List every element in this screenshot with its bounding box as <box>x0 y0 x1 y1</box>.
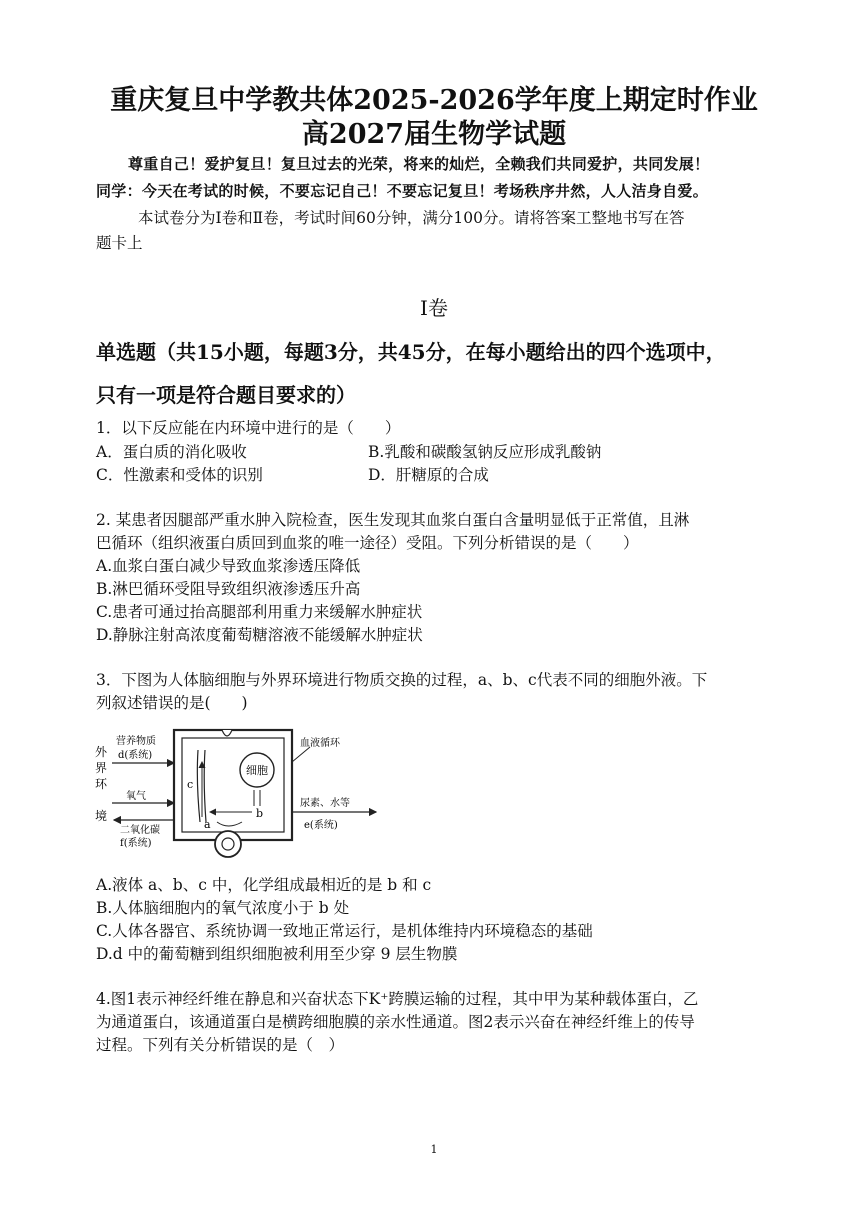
exam-title: 重庆复旦中学教共体2025-2026学年度上期定时作业 <box>110 85 758 116</box>
svg-text:环: 环 <box>95 777 108 791</box>
q3-option-b: B.人体脑细胞内的氧气浓度小于 b 处 <box>96 899 350 917</box>
section-heading-line-1: 单选题（共15小题，每题3分，共45分，在每小题给出的四个选项中， <box>96 340 726 364</box>
outer-environment-label <box>95 745 108 823</box>
exchange-diagram <box>92 722 382 867</box>
svg-text:外: 外 <box>95 745 108 759</box>
exam-subtitle: 高2027届生物学试题 <box>301 119 567 150</box>
motto-line-2: 同学：今天在考试的时候，不要忘记自己！不要忘记复旦！考场秩序井然，人人洁身自爱。 <box>96 182 709 200</box>
q2-stem-line-2: 巴循环（组织液蛋白质回到血浆的唯一途径）受阻。下列分析错误的是（ ） <box>96 534 639 552</box>
q3-option-d: D.d 中的葡萄糖到组织细胞被利用至少穿 9 层生物膜 <box>96 945 458 963</box>
q2-option-b: B.淋巴循环受阻导致组织液渗透压升高 <box>96 580 361 598</box>
oxygen-label: 氧气 <box>126 791 146 802</box>
q1-option-a: A．蛋白质的消化吸收 <box>96 443 247 461</box>
svg-text:境: 境 <box>95 809 108 823</box>
co2-label: 二氧化碳 <box>120 825 160 836</box>
instruction-line-1: 本试卷分为Ⅰ卷和Ⅱ卷，考试时间60分钟，满分100分。请将答案工整地书写在答 <box>138 209 685 227</box>
q3-option-c: C.人体各器官、系统协调一致地正常运行，是机体维持内环境稳态的基础 <box>96 922 593 940</box>
q4-stem-line-3: 过程。下列有关分析错误的是（ ） <box>96 1036 345 1054</box>
q2-option-d: D.静脉注射高浓度葡萄糖溶液不能缓解水肿症状 <box>96 626 423 644</box>
label-a: a <box>204 818 211 831</box>
q2-option-c: C.患者可通过抬高腿部利用重力来缓解水肿症状 <box>96 603 423 621</box>
section-heading-line-2: 只有一项是符合题目要求的） <box>96 383 356 407</box>
q4-stem-line-2: 为通道蛋白，该通道蛋白是横跨细胞膜的亲水性通道。图2表示兴奋在神经纤维上的传导 <box>96 1013 695 1031</box>
q2-stem-line-1: 2. 某患者因腿部严重水肿入院检查，医生发现其血浆白蛋白含量明显低于正常值，且淋 <box>96 511 690 529</box>
svg-text:界: 界 <box>95 761 108 775</box>
q3-stem-line-2: 列叙述错误的是( ) <box>96 694 248 712</box>
q1-option-d: D．肝糖原的合成 <box>368 466 489 484</box>
motto-line-1: 尊重自己！爱护复旦！复旦过去的光荣，将来的灿烂，全赖我们共同爱护，共同发展！ <box>128 155 710 173</box>
instruction-line-2: 题卡上 <box>96 234 143 252</box>
q2-option-a: A.血浆白蛋白减少导致血浆渗透压降低 <box>96 557 361 575</box>
q3-stem-line-1: 3．下图为人体脑细胞与外界环境进行物质交换的过程，a、b、c代表不同的细胞外液。下 <box>96 671 708 689</box>
f-system-label: f(系统) <box>120 838 152 849</box>
q1-option-b: B.乳酸和碳酸氢钠反应形成乳酸钠 <box>368 443 602 461</box>
q1-stem: 1．以下反应能在内环境中进行的是（ ） <box>96 419 401 437</box>
section-title: Ⅰ卷 <box>420 296 448 320</box>
d-system-label: d(系统) <box>118 750 153 761</box>
q1-option-c: C．性激素和受体的识别 <box>96 466 263 484</box>
q4-stem-line-1: 4.图1表示神经纤维在静息和兴奋状态下K⁺跨膜运输的过程，其中甲为某种载体蛋白，乙 <box>96 990 699 1008</box>
q3-option-a: A.液体 a、b、c 中，化学组成最相近的是 b 和 c <box>96 876 432 894</box>
label-c: c <box>187 778 194 791</box>
urea-label: 尿素、水等 <box>300 798 350 809</box>
nutrients-label: 营养物质 <box>116 736 156 747</box>
blood-circulation-label: 血液循环 <box>300 738 340 749</box>
page-number: 1 <box>430 1143 438 1156</box>
e-system-label: e(系统) <box>304 820 338 831</box>
label-b: b <box>256 807 264 820</box>
cell-label: 细胞 <box>246 764 268 777</box>
